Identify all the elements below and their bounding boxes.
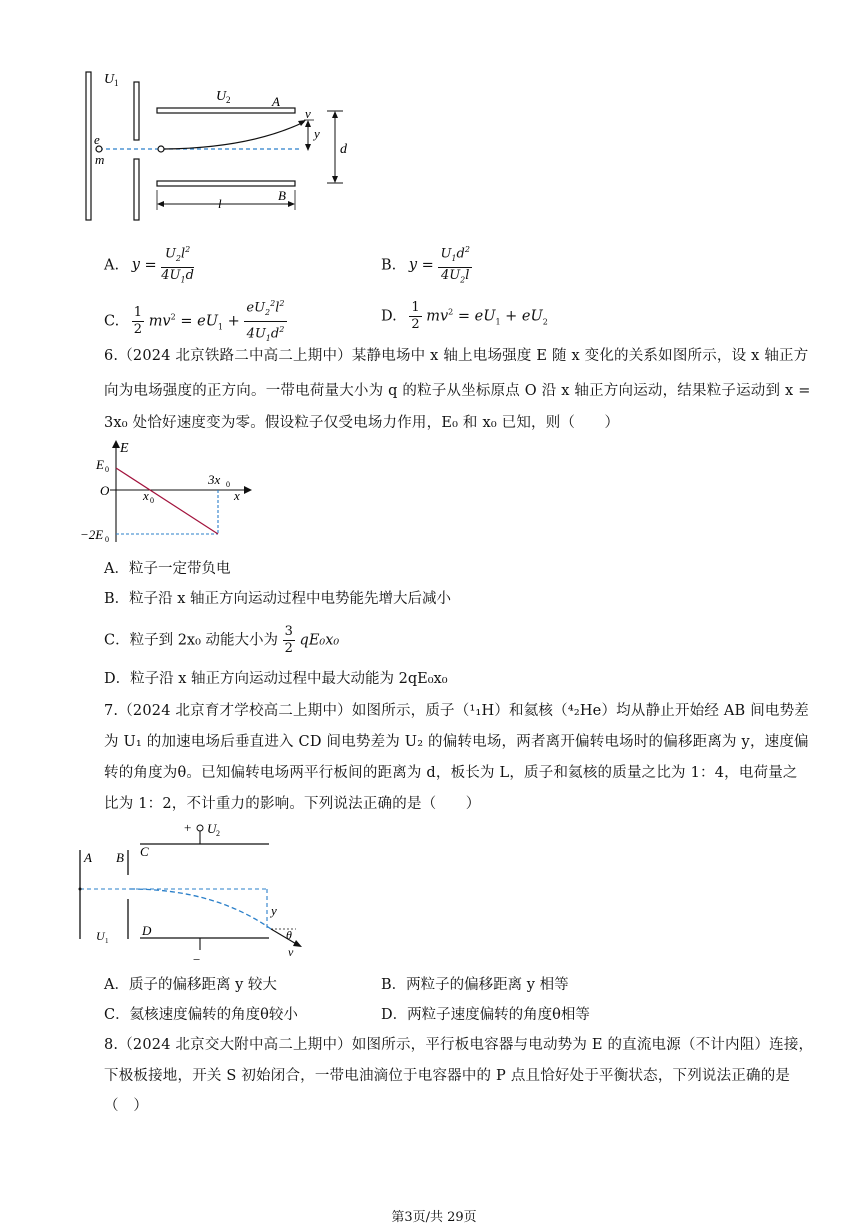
q7-label-u1: U bbox=[96, 929, 105, 943]
q6-label-e0: E bbox=[96, 457, 104, 472]
q6-label-origin: O bbox=[100, 483, 110, 498]
q6-label-x0: x bbox=[143, 488, 149, 503]
svg-text:0: 0 bbox=[105, 465, 109, 474]
svg-text:2: 2 bbox=[216, 829, 220, 838]
q7-label-c: C bbox=[140, 844, 149, 859]
q7-label-plus: + bbox=[184, 820, 192, 835]
q7-stem-line2: 为 U₁ 的加速电场后垂直进入 CD 间电势差为 U₂ 的偏转电场，两者离开偏转电场时的偏移距离为 y，速度偏 bbox=[104, 734, 809, 750]
q6-stem-line1: 6.（2024 北京铁路二中高二上期中）某静电场中 x 轴上电场强度 E 随 x 变化的关系如图所示，设 x 轴正方 bbox=[104, 348, 809, 364]
q5-label-u1-sub: 1 bbox=[114, 78, 119, 88]
q7-option-d: D．两粒子速度偏转的角度θ相等 bbox=[381, 1007, 590, 1023]
q8-stem-line2: 下极板接地，开关 S 初始闭合，一带电油滴位于电容器中的 P 点且恰好处于平衡状态，下列说法正确的是 bbox=[104, 1068, 791, 1084]
q7-label-v: v bbox=[288, 945, 294, 959]
q5-label-u2: U bbox=[216, 89, 227, 104]
page-footer: 第3页/共 29页 bbox=[391, 1210, 477, 1225]
q7-label-theta: θ bbox=[286, 928, 292, 942]
q6-axis-e: E bbox=[120, 441, 129, 456]
q5-label-d: d bbox=[340, 142, 347, 157]
q5-option-c-formula: $\frac{eU_2^2l^2}{4U_1d^2}$ bbox=[244, 296, 286, 347]
q6-axis-x: x bbox=[234, 488, 240, 503]
q6-stem-line2: 向为电场强度的正方向。一带电荷量大小为 q 的粒子从坐标原点 O 沿 x 轴正方向运动，结果粒子运动到 x = bbox=[104, 383, 811, 399]
q6-option-a: A．粒子一定带负电 bbox=[104, 561, 231, 577]
q5-label-l: l bbox=[218, 196, 222, 211]
q7-label-a: A bbox=[84, 850, 92, 865]
q5-label-m: m bbox=[95, 152, 105, 167]
q5-option-c: C. $\frac{1}{2}$ $mv^2 = eU_1$ + $\frac{eU_2^2l^2}{4U_1d^2}$ bbox=[104, 296, 287, 347]
q5-label-u1: U bbox=[104, 72, 115, 87]
q6-stem-line3: 3x₀ 处恰好速度变为零。假设粒子仅受电场力作用，E₀ 和 x₀ 已知，则（ ） bbox=[104, 415, 620, 431]
q5-option-a: A. y = $\frac{U_2l^2}{4U_1d}$ bbox=[104, 242, 194, 289]
q5-label-y: y bbox=[314, 126, 320, 141]
q5-label-e: e bbox=[94, 132, 100, 147]
q7-label-y: y bbox=[271, 903, 277, 918]
q7-label-d: D bbox=[142, 923, 152, 938]
q6-label-3x0: 3x bbox=[208, 472, 221, 487]
svg-text:1: 1 bbox=[105, 937, 109, 945]
q5-option-a-formula: $\frac{U_2l^2}{4U_1d}$ bbox=[161, 242, 194, 289]
svg-text:0: 0 bbox=[105, 535, 109, 544]
q6-graph bbox=[80, 438, 270, 548]
q7-stem-line1: 7.（2024 北京育才学校高二上期中）如图所示，质子（¹₁H）和氦核（⁴₂He）均从静止开始经 AB 间电势差 bbox=[104, 703, 810, 719]
q7-label-b: B bbox=[116, 850, 124, 865]
q5-option-d: D. $\frac{1}{2}$ $mv^2 = eU_1 + eU_2$ bbox=[381, 300, 548, 332]
q8-stem-line3: （ ） bbox=[104, 1098, 149, 1114]
q7-stem-line4: 比为 1：2，不计重力的影响。下列说法正确的是（ ） bbox=[104, 796, 481, 812]
q5-label-b: B bbox=[278, 188, 286, 203]
q5-figure bbox=[80, 62, 370, 227]
q7-label-minus: − bbox=[193, 952, 201, 967]
q6-label-neg2e0: −2E bbox=[80, 527, 104, 542]
q5-label-u2-sub: 2 bbox=[226, 95, 231, 105]
q6-option-b: B．粒子沿 x 轴正方向运动过程中电势能先增大后减小 bbox=[104, 591, 452, 607]
q6-option-d: D．粒子沿 x 轴正方向运动过程中最大动能为 2qE₀x₀ bbox=[104, 671, 448, 687]
q6-option-c: C．粒子到 2x₀ 动能大小为 $\frac{3}{2}$ qE₀x₀ bbox=[104, 624, 340, 656]
q8-stem-line1: 8.（2024 北京交大附中高二上期中）如图所示，平行板电容器与电动势为 E 的直流电源（不计内阻）连接， bbox=[104, 1037, 814, 1053]
svg-text:0: 0 bbox=[226, 480, 230, 489]
q5-label-a: A bbox=[272, 94, 280, 109]
q5-option-b-formula: $\frac{U_1d^2}{4U_2l}$ bbox=[438, 242, 471, 289]
q7-option-a: A．质子的偏移距离 y 较大 bbox=[104, 977, 277, 993]
q7-label-u2: U bbox=[207, 821, 217, 836]
q7-option-c: C．氦核速度偏转的角度θ较小 bbox=[104, 1007, 298, 1023]
q5-option-b: B. y = $\frac{U_1d^2}{4U_2l}$ bbox=[381, 242, 472, 289]
q7-option-b: B．两粒子的偏移距离 y 相等 bbox=[381, 977, 569, 993]
q7-stem-line3: 转的角度为θ。已知偏转电场两平行板间的距离为 d，板长为 L，质子和氦核的质量之比为 1：4，电荷量之 bbox=[104, 765, 798, 781]
q5-label-v: v bbox=[305, 106, 311, 121]
q7-figure bbox=[74, 814, 314, 969]
svg-text:0: 0 bbox=[150, 496, 154, 505]
